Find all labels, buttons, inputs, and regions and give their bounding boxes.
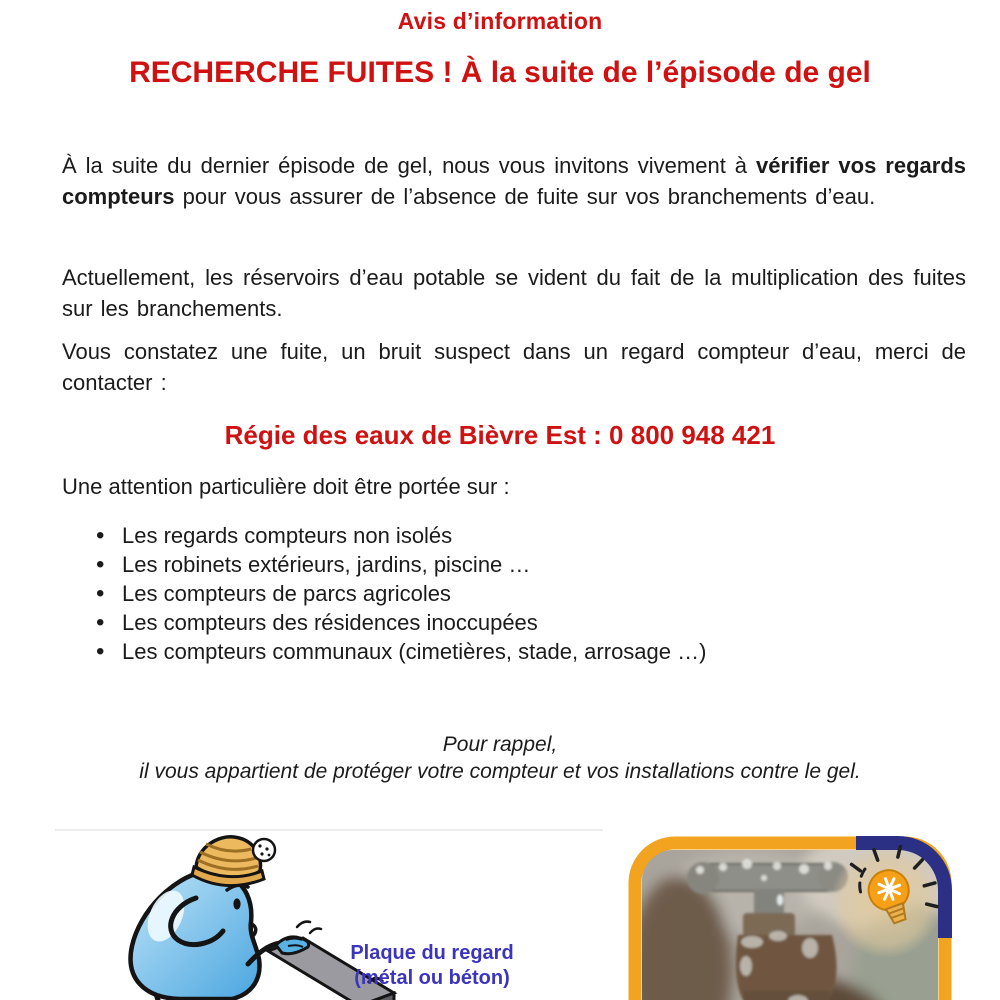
plaque-caption-line-1: Plaque du regard [350,942,514,964]
reminder-line-2: il vous appartient de protéger votre compteur et vos installations contre le gel. [139,760,861,783]
attention-list [95,521,706,666]
list-item: • Les regards compteurs non isolés [95,521,706,550]
plaque-caption-line-2: (métal ou béton) [354,967,510,989]
list-item: • Les compteurs communaux (cimetières, stade, arrosage …) [95,637,706,666]
paragraph-gel-notice-end: pour vous assurer de l’absence de fuite sur vos branchements d’eau. [174,184,876,209]
attention-intro: Une attention particulière doit être portée sur : [62,474,510,499]
frozen-tap-photo-image [628,836,952,1000]
paragraph-gel-notice-text: À la suite du dernier épisode de gel, nous vous invitons vivement à [62,153,757,178]
paragraph-gel-notice-bold: vérifier vos regards compteurs [62,153,966,209]
paragraph-reservoirs: Actuellement, les réservoirs d’eau potable se vident du fait de la multiplication des fuites sur les branchements. [62,265,966,321]
figure-top-border [55,829,603,831]
reminder-line-1: Pour rappel, [442,733,558,756]
reminder-note [0,731,1000,785]
document-subtitle: RECHERCHE FUITES ! À la suite de l’épisode de gel [129,56,871,89]
paragraph-contact-intro: Vous constatez une fuite, un bruit suspect dans un regard compteur d’eau, merci de contacter : [62,339,966,395]
plaque-caption [344,941,520,991]
contact-phone-line: Régie des eaux de Bièvre Est : 0 800 948 421 [224,420,776,450]
frozen-tap-photo [628,836,952,1000]
list-item: • Les robinets extérieurs, jardins, piscine … [95,550,706,579]
paragraph-gel-notice [62,150,966,212]
list-item: • Les compteurs des résidences inoccupées [95,608,706,637]
list-item: • Les compteurs de parcs agricoles [95,579,706,608]
document-title: Avis d’information [397,8,603,34]
